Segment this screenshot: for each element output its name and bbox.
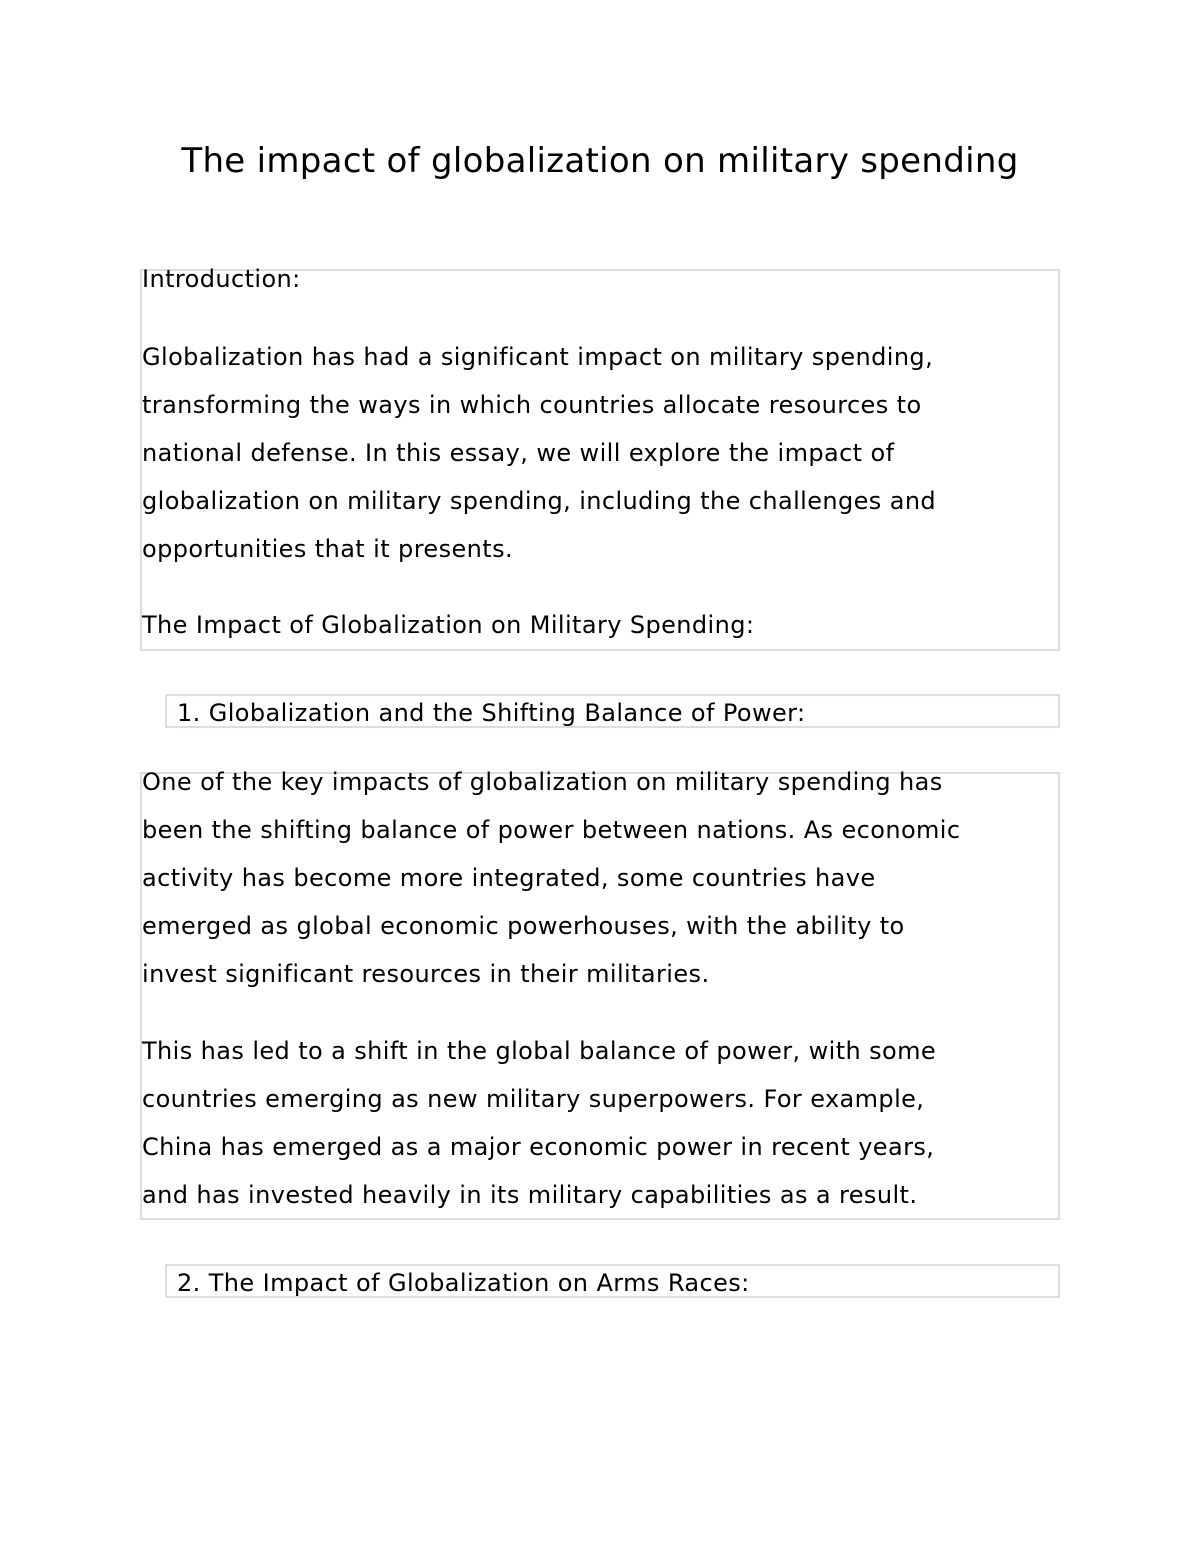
section1-line: This has led to a shift in the global balance of power, with some — [142, 1037, 937, 1065]
section1-line: activity has become more integrated, some countries have — [142, 864, 876, 892]
intro-line: national defense. In this essay, we will explore the impact of — [142, 439, 895, 467]
intro-label: Introduction: — [142, 265, 301, 293]
section1-line: China has emerged as a major economic power in recent years, — [142, 1133, 935, 1161]
section2-heading: 2. The Impact of Globalization on Arms Races: — [177, 1269, 750, 1297]
section1-body-box — [140, 768, 1060, 1220]
section1-line: countries emerging as new military superpowers. For example, — [142, 1085, 925, 1113]
section1-line: been the shifting balance of power between nations. As economic — [142, 816, 961, 844]
section1-line: emerged as global economic powerhouses, with the ability to — [142, 912, 905, 940]
intro-line: globalization on military spending, including the challenges and — [142, 487, 937, 515]
intro-line: transforming the ways in which countries allocate resources to — [142, 391, 922, 419]
intro-line: opportunities that it presents. — [142, 535, 514, 563]
section1-line: invest significant resources in their militaries. — [142, 960, 710, 988]
main-heading: The Impact of Globalization on Military Spending: — [142, 611, 755, 639]
section1-line: One of the key impacts of globalization on military spending has — [142, 768, 943, 796]
intro-line: Globalization has had a significant impact on military spending, — [142, 343, 934, 371]
section1-heading-box — [165, 694, 1060, 728]
intro-text-box — [140, 265, 1060, 651]
section1-heading: 1. Globalization and the Shifting Balance of Power: — [177, 699, 806, 727]
page-title: The impact of globalization on military spending — [181, 141, 1019, 181]
section2-heading-box — [165, 1264, 1060, 1298]
section1-line: and has invested heavily in its military capabilities as a result. — [142, 1181, 918, 1209]
